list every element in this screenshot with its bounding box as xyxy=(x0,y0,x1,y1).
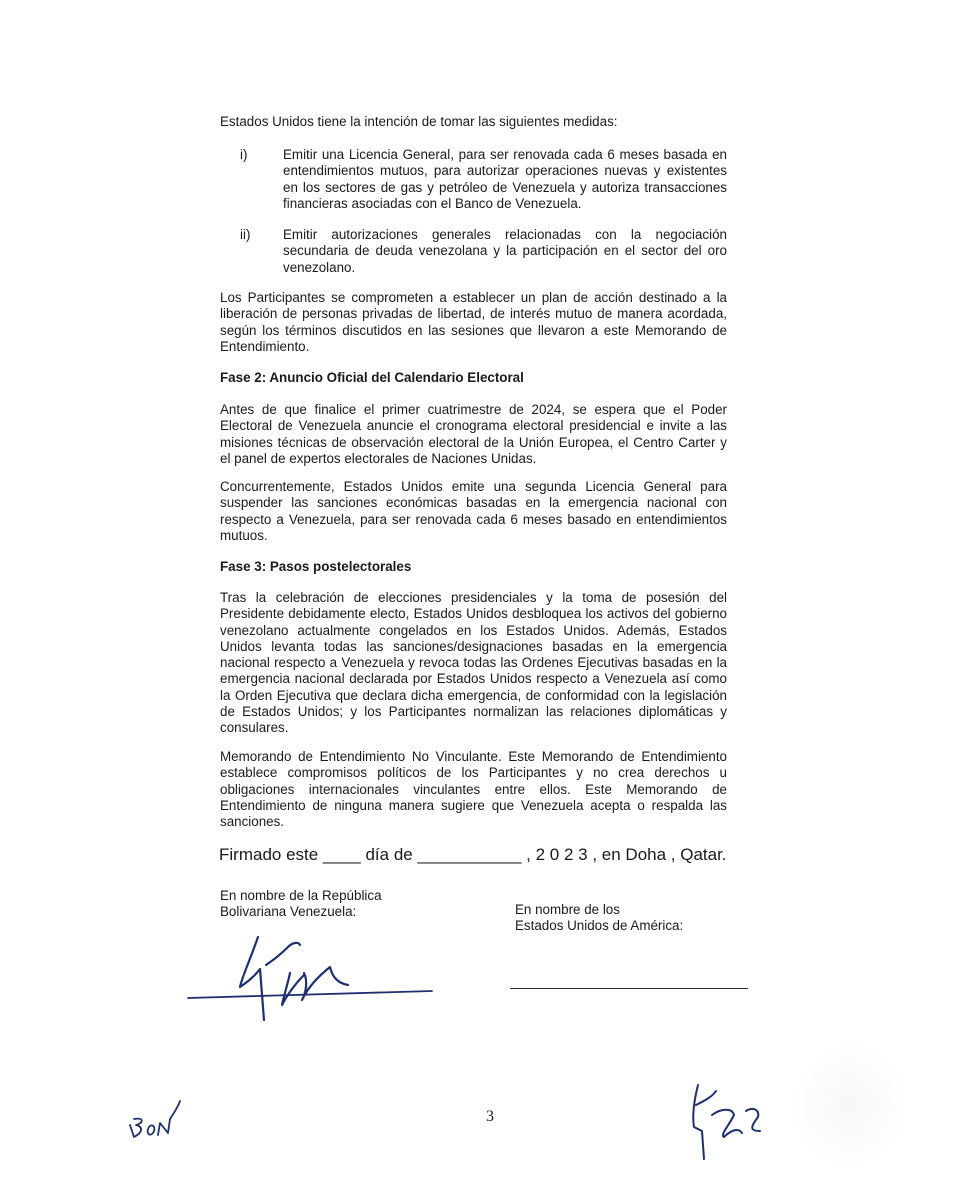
list-item-text: Emitir una Licencia General, para ser renovada cada 6 meses basada en entendimientos mutuos, para autorizar operaciones nuevas y existentes en los sectores de gas y petróleo de Venezuela y autoriza transacciones financieras asociadas con el Banco de Venezuela. xyxy=(283,147,727,211)
list-item-text: Emitir autorizaciones generales relacionadas con la negociación secundaria de deuda venezolana y la participación en el sector del oro venezolano. xyxy=(283,227,727,275)
page-number: 3 xyxy=(486,1108,494,1125)
list-item-number: i) xyxy=(240,147,248,162)
phase3-heading: Fase 3: Pasos postelectorales xyxy=(220,559,412,574)
intro-paragraph: Estados Unidos tiene la intención de tomar las siguientes medidas: xyxy=(220,114,618,129)
signatory-left-label: En nombre de la República Bolivariana Venezuela: xyxy=(220,888,382,920)
phase3-paragraph: Tras la celebración de elecciones presidenciales y la toma de posesión del Presidente debidamente electo, Estados Unidos desbloquea los activos del gobierno venezolano actualmente congelados en los Estados Unidos. Además, Estados Unidos levanta todas las sanciones/designaciones basadas en la emergencia nacional respecto a Venezuela y revoca todas las Ordenes Ejecutivas basadas en la emergencia nacional declarada por Estados Unidos respecto a Venezuela así como la Orden Ejecutiva que declara dicha emergencia, de conformidad con la legislación de Estados Unidos; y los Participantes normalizan las relaciones diplomáticas y consulares. xyxy=(220,590,727,736)
left-signature-icon xyxy=(180,925,440,1025)
list-item-number: ii) xyxy=(240,227,251,242)
nonbinding-paragraph: Memorando de Entendimiento No Vinculante. Este Memorando de Entendimiento establece compromisos políticos de los Participantes y no crea derechos u obligaciones internacionales vinculantes entre ellos. Este Memorando de Entendimiento de ninguna manera sugiere que Venezuela acepta o respalda las sanciones. xyxy=(220,749,727,830)
phase2-heading: Fase 2: Anuncio Oficial del Calendario Electoral xyxy=(220,370,524,385)
list-item-i xyxy=(220,147,727,213)
phase2-paragraph-2: Concurrentemente, Estados Unidos emite una segunda Licencia General para suspender las sanciones económicas basadas en la emergencia nacional con respecto a Venezuela, para ser renovada cada 6 meses basado en entendimientos mutuos. xyxy=(220,479,727,543)
right-initials-icon xyxy=(680,1075,780,1165)
participants-paragraph: Los Participantes se comprometen a establecer un plan de acción destinado a la liberación de personas privadas de libertad, de interés mutuo de manera acordada, según los términos discutidos en las sesiones que llevaron a este Memorando de Entendimiento. xyxy=(220,290,727,354)
faint-stamp-mark xyxy=(790,1040,910,1170)
left-initials-icon xyxy=(120,1095,190,1145)
phase2-paragraph-1: Antes de que finalice el primer cuatrimestre de 2024, se espera que el Poder Electoral de Venezuela anuncie el cronograma electoral presidencial e invite a las misiones técnicas de observación electoral de la Unión Europea, el Centro Carter y el panel de expertos electorales de Naciones Unidas. xyxy=(220,402,727,466)
list-item-ii xyxy=(220,227,727,277)
signatory-right-label: En nombre de los Estados Unidos de América: xyxy=(515,902,684,934)
signature-date-line: Firmado este ____ día de ___________ , 2 0 2 3 , en Doha , Qatar. xyxy=(219,845,727,864)
right-signature-line xyxy=(510,988,748,989)
